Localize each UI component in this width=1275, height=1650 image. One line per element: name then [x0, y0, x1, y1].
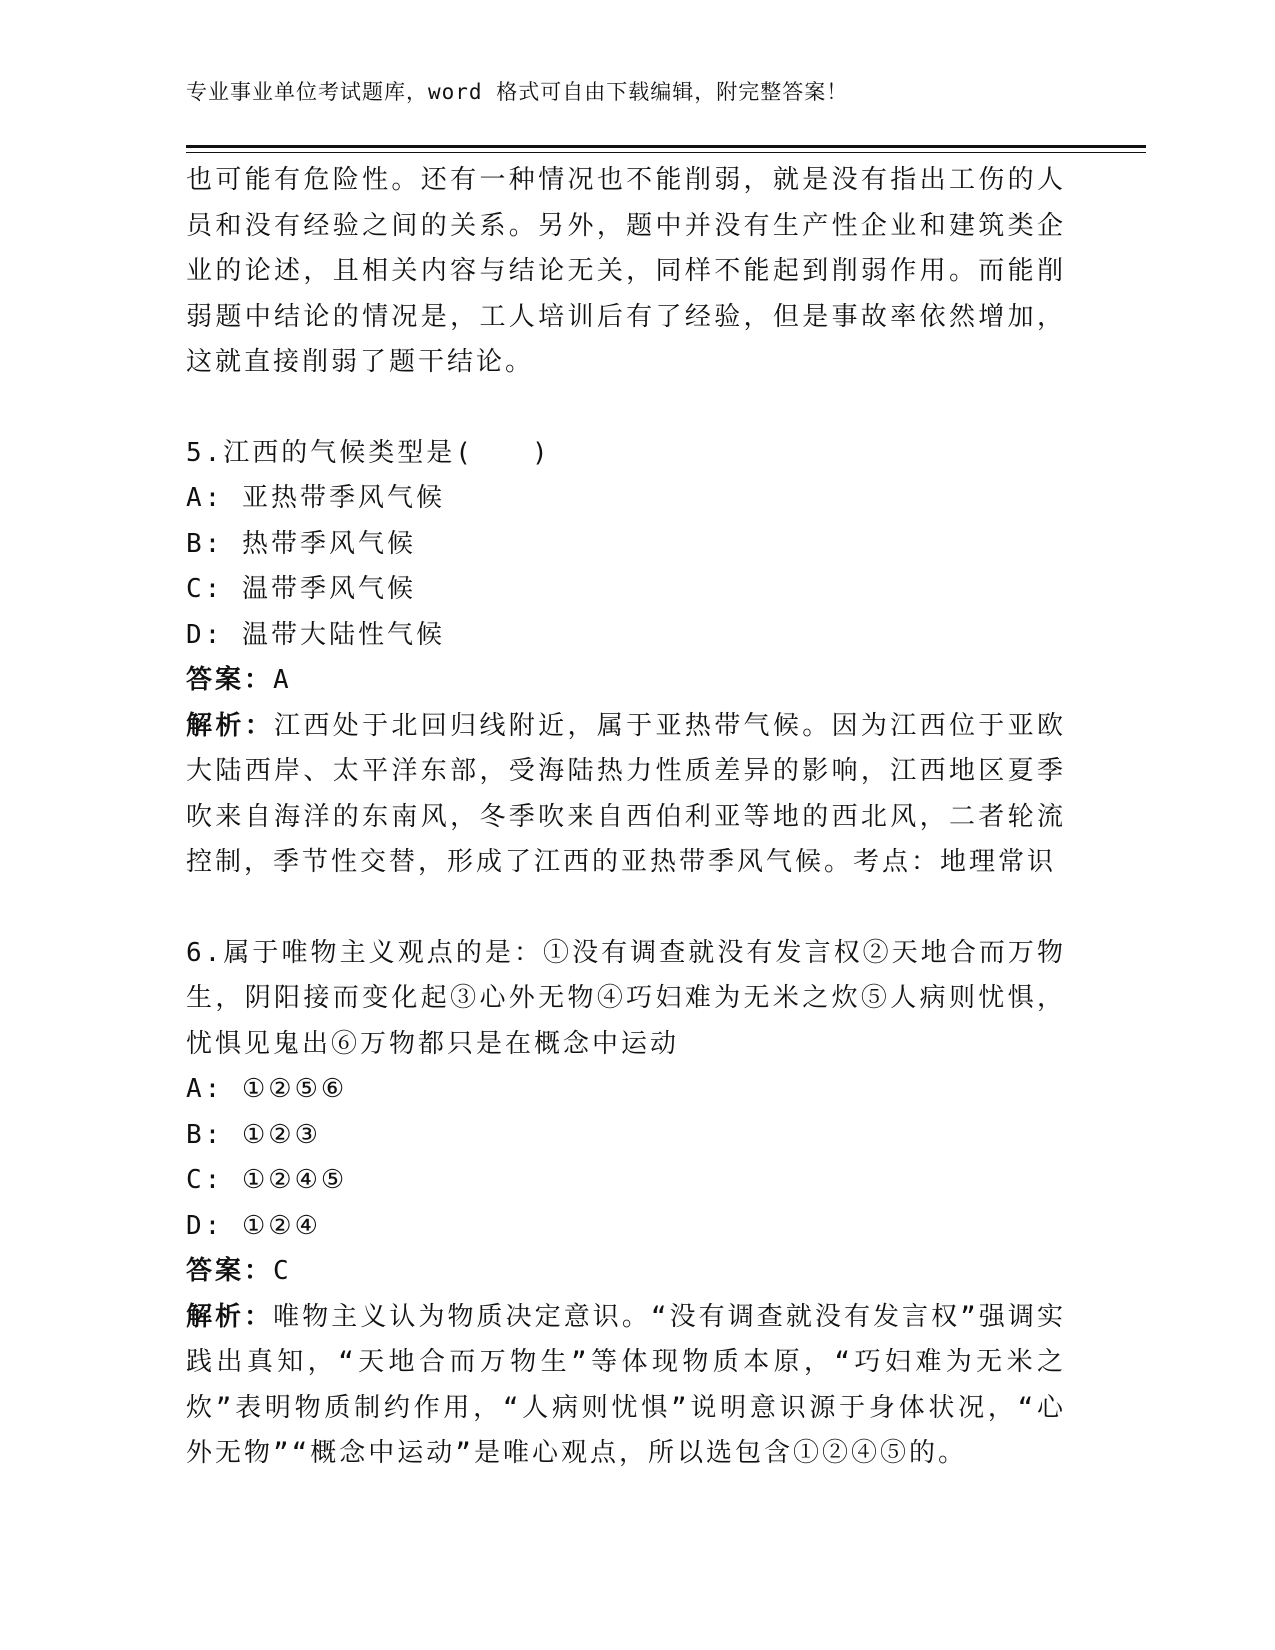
- spacer: [186, 386, 1066, 431]
- analysis: [186, 704, 1066, 886]
- option-a: A: ①②⑤⑥: [186, 1074, 348, 1104]
- answer-value: C: [273, 1256, 292, 1286]
- option-c: C: 温带季风气候: [186, 574, 416, 604]
- answer-label: 答案：: [186, 665, 274, 695]
- answer: [186, 1249, 1066, 1295]
- option-a: A: 亚热带季风气候: [186, 483, 445, 513]
- analysis: [186, 1295, 1066, 1477]
- option-b: B: ①②③: [186, 1119, 321, 1150]
- option-d: D: 温带大陆性气候: [186, 619, 445, 650]
- option-b: B: 热带季风气候: [186, 528, 416, 559]
- document-body: [186, 158, 1066, 1477]
- answer: [186, 658, 1066, 704]
- spacer: [186, 886, 1066, 931]
- option-d: D: ①②④: [186, 1210, 321, 1241]
- option-c: C: ①②④⑤: [186, 1165, 348, 1195]
- page-header: 专业事业单位考试题库，word 格式可自由下载编辑，附完整答案！: [186, 80, 849, 104]
- continuation-paragraph: 也可能有危险性。还有一种情况也不能削弱，就是没有指出工伤的人员和没有经验之间的关系。另外，题中并没有生产性企业和建筑类企业的论述，且相关内容与结论无关，同样不能起到削弱作用。而能削弱题中结论的情况是，工人培训后有了经验，但是事故率依然增加，这就直接削弱了题干结论。: [186, 165, 1066, 377]
- answer-value: A: [273, 665, 292, 695]
- question-5: [186, 431, 1066, 886]
- analysis-label: 解析：: [186, 1301, 274, 1332]
- question-6: [186, 931, 1066, 1477]
- answer-label: 答案：: [186, 1256, 274, 1286]
- question-stem: 6.属于唯物主义观点的是：①没有调查就没有发言权②天地合而万物生，阴阳接而变化起③心外无物④巧妇难为无米之炊⑤人病则忧惧，忧惧见鬼出⑥万物都只是在概念中运动: [186, 937, 1066, 1059]
- analysis-text: 唯物主义认为物质决定意识。“没有调查就没有发言权”强调实践出真知，“天地合而万物生”等体现物质本原，“巧妇难为无米之炊”表明物质制约作用，“人病则忧惧”说明意识源于身体状况，“心外无物”“概念中运动”是唯心观点，所以选包含①②④⑤的。: [186, 1301, 1066, 1468]
- question-stem: 5.江西的气候类型是( ): [186, 437, 551, 468]
- header-divider: [186, 145, 1146, 153]
- analysis-label: 解析：: [186, 710, 275, 741]
- analysis-text: 江西处于北回归线附近，属于亚热带气候。因为江西位于亚欧大陆西岸、太平洋东部，受海陆热力性质差异的影响，江西地区夏季吹来自海洋的东南风，冬季吹来自西伯利亚等地的西北风，二者轮流控制，季节性交替，形成了江西的亚热带季风气候。考点：地理常识: [186, 710, 1066, 877]
